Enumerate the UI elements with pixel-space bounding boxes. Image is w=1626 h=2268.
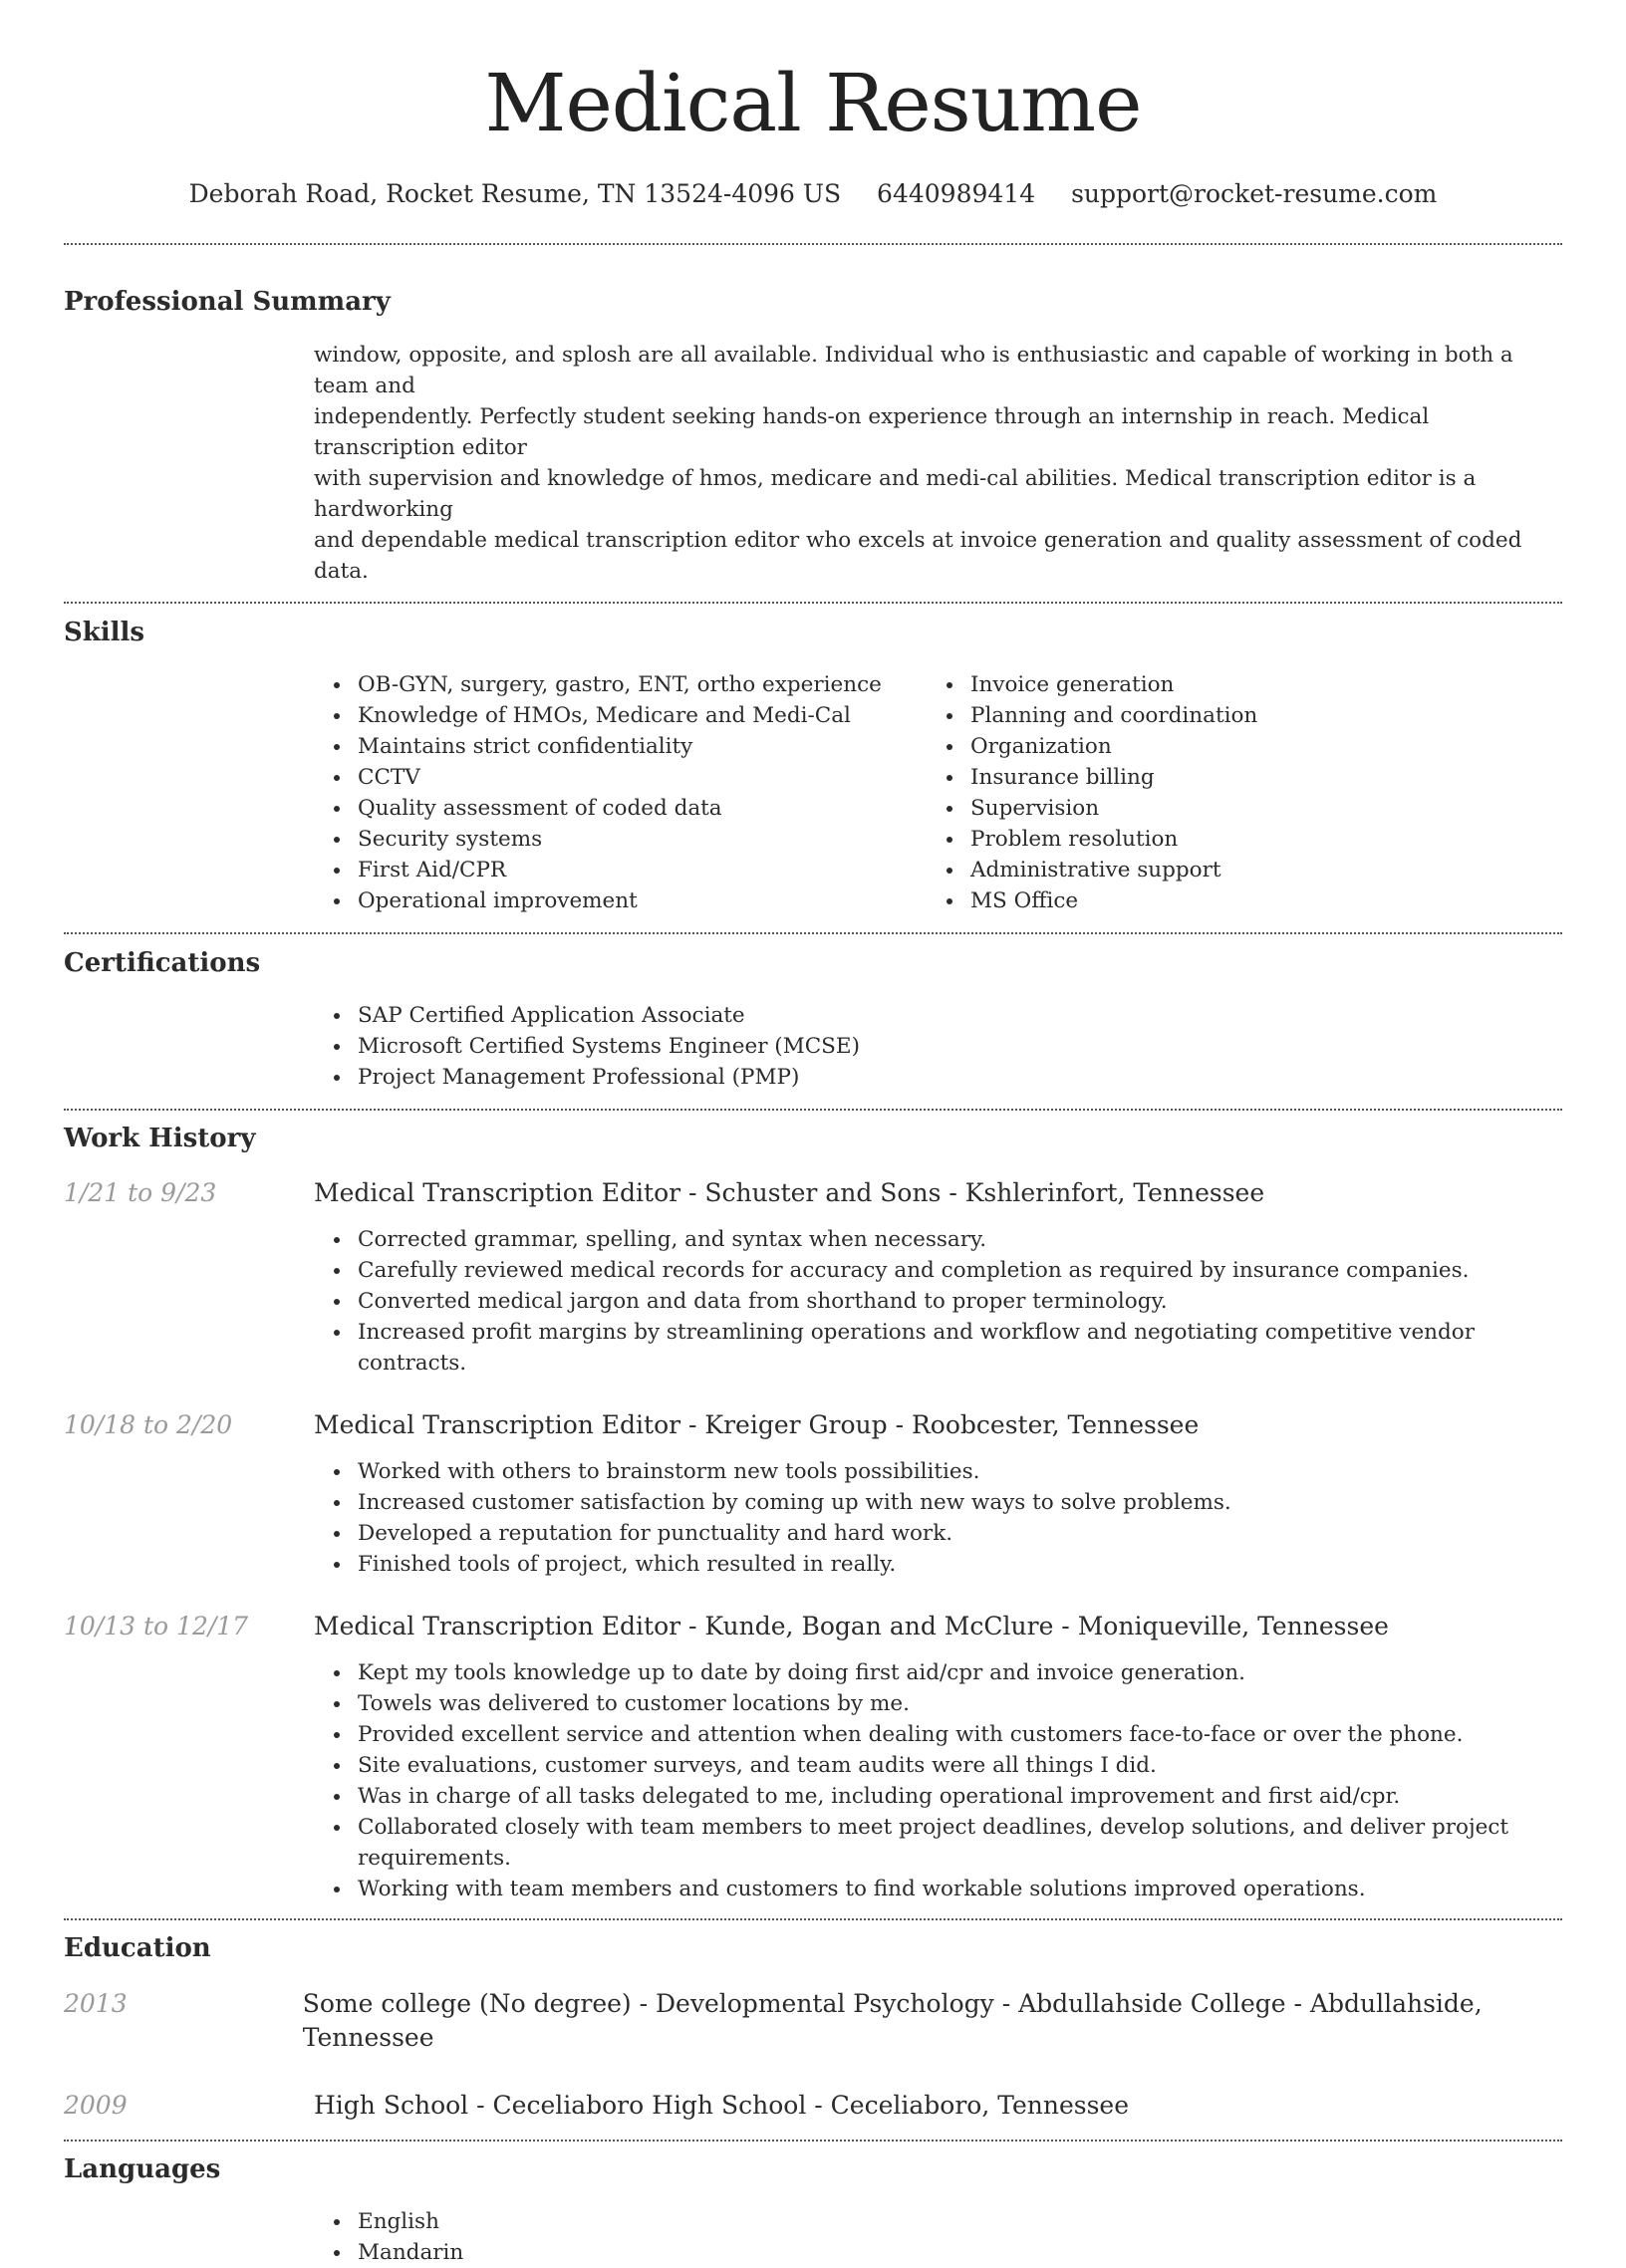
divider (64, 2140, 1562, 2142)
skills-list-left (314, 669, 927, 916)
skill-item: Maintains strict confidentiality (314, 731, 927, 762)
education-title: Some college (No degree) - Developmental Psychology - Abdullahside College - Abdullahside, Tennessee (302, 1989, 1483, 2052)
education-section (64, 1931, 1562, 2123)
summary-line: window, opposite, and splosh are all available. Individual who is enthusiastic and capable of working in both a team and (314, 343, 1513, 398)
languages-section (64, 2152, 1562, 2268)
section-title-work: Work History (64, 1124, 256, 1153)
job-entry (64, 1408, 1562, 1580)
resume-page (64, 0, 1562, 2268)
education-entry (64, 2089, 1562, 2123)
skill-item: CCTV (314, 762, 927, 793)
summary-line: with supervision and knowledge of hmos, medicare and medi-cal abilities. Medical transcription editor is a hardworking (314, 466, 1477, 522)
job-title: Medical Transcription Editor - Kunde, Bogan and McClure - Moniqueville, Tennessee (314, 1612, 1389, 1640)
job-bullet: Working with team members and customers to find workable solutions improved operations. (314, 1874, 1562, 1904)
certification-item: SAP Certified Application Associate (314, 1000, 1562, 1031)
contact-line (64, 177, 1562, 211)
job-bullet: Provided excellent service and attention when dealing with customers face-to-face or over the phone. (314, 1719, 1562, 1750)
language-item: Mandarin (314, 2237, 1562, 2268)
job-title: Medical Transcription Editor - Kreiger Group - Roobcester, Tennessee (314, 1410, 1200, 1439)
summary-line: independently. Perfectly student seeking hands-on experience through an internship in reach. Medical transcription editor (314, 404, 1430, 460)
skill-item: Administrative support (927, 855, 1539, 885)
job-bullet: Collaborated closely with team members to meet project deadlines, develop solutions, and deliver project requirements. (314, 1812, 1562, 1874)
job-dates: 10/18 to 2/20 (64, 1410, 233, 1439)
skill-item: First Aid/CPR (314, 855, 927, 885)
section-title-skills: Skills (64, 618, 145, 647)
job-bullet: Worked with others to brainstorm new tools possibilities. (314, 1456, 1562, 1487)
skill-item: Insurance billing (927, 762, 1539, 793)
skill-item: Quality assessment of coded data (314, 793, 927, 824)
skill-item: OB-GYN, surgery, gastro, ENT, ortho experience (314, 669, 927, 700)
contact-phone: 6440989414 (877, 179, 1036, 208)
education-year: 2009 (64, 2091, 128, 2120)
work-section (64, 1122, 1562, 1904)
skills-section (64, 616, 1562, 916)
job-header (64, 1408, 1562, 1442)
job-bullets (314, 1224, 1562, 1379)
job-bullet: Increased customer satisfaction by coming up with new ways to solve problems. (314, 1487, 1562, 1518)
education-title: High School - Ceceliaboro High School - Ceceliaboro, Tennessee (314, 2091, 1129, 2120)
job-bullets (314, 1657, 1562, 1904)
skill-item: Organization (927, 731, 1539, 762)
skill-item: Problem resolution (927, 824, 1539, 855)
divider (64, 932, 1562, 934)
summary-section (64, 285, 1562, 587)
job-dates: 10/13 to 12/17 (64, 1612, 249, 1640)
job-entry (64, 1610, 1562, 1904)
section-title-languages: Languages (64, 2154, 221, 2184)
section-title-certifications: Certifications (64, 948, 261, 978)
languages-list (314, 2206, 1562, 2268)
job-bullet: Corrected grammar, spelling, and syntax when necessary. (314, 1224, 1562, 1255)
resume-name: Medical Resume (484, 57, 1142, 149)
certifications-list (314, 1000, 1562, 1093)
skills-list-right (927, 669, 1539, 916)
section-title-education: Education (64, 1933, 211, 1963)
skill-item: Security systems (314, 824, 927, 855)
job-header (64, 1610, 1562, 1643)
certification-item: Project Management Professional (PMP) (314, 1062, 1562, 1093)
job-bullet: Kept my tools knowledge up to date by doing first aid/cpr and invoice generation. (314, 1657, 1562, 1688)
divider (64, 1918, 1562, 1920)
job-header (64, 1176, 1562, 1210)
education-year: 2013 (64, 1989, 128, 2018)
skill-item: Supervision (927, 793, 1539, 824)
job-bullet: Converted medical jargon and data from shorthand to proper terminology. (314, 1286, 1562, 1317)
skills-columns (314, 669, 1562, 916)
language-item: English (314, 2206, 1562, 2237)
skill-item: Knowledge of HMOs, Medicare and Medi-Cal (314, 700, 927, 731)
section-title-summary: Professional Summary (64, 287, 391, 317)
job-bullet: Developed a reputation for punctuality and hard work. (314, 1518, 1562, 1549)
job-bullets (314, 1456, 1562, 1580)
skill-item: Planning and coordination (927, 700, 1539, 731)
job-bullet: Was in charge of all tasks delegated to me, including operational improvement and first aid/cpr. (314, 1781, 1562, 1812)
job-bullet: Carefully reviewed medical records for accuracy and completion as required by insurance companies. (314, 1255, 1562, 1286)
education-entry (64, 1987, 1562, 2055)
divider (64, 243, 1562, 245)
skill-item: Invoice generation (927, 669, 1539, 700)
job-bullet: Site evaluations, customer surveys, and team audits were all things I did. (314, 1750, 1562, 1781)
certification-item: Microsoft Certified Systems Engineer (MCSE) (314, 1031, 1562, 1062)
job-title: Medical Transcription Editor - Schuster and Sons - Kshlerinfort, Tennessee (314, 1178, 1265, 1207)
job-dates: 1/21 to 9/23 (64, 1178, 217, 1207)
divider (64, 1109, 1562, 1111)
skill-item: Operational improvement (314, 885, 927, 916)
contact-email: support@rocket-resume.com (1071, 179, 1438, 208)
divider (64, 602, 1562, 604)
job-bullet: Finished tools of project, which resulted in really. (314, 1549, 1562, 1580)
job-entry (64, 1176, 1562, 1379)
job-bullet: Towels was delivered to customer locations by me. (314, 1688, 1562, 1719)
summary-text (314, 340, 1562, 587)
skill-item: MS Office (927, 885, 1539, 916)
summary-line: and dependable medical transcription editor who excels at invoice generation and quality assessment of coded data. (314, 528, 1522, 584)
job-bullet: Increased profit margins by streamlining operations and workflow and negotiating competitive vendor contracts. (314, 1317, 1562, 1379)
contact-address: Deborah Road, Rocket Resume, TN 13524-4096 US (188, 179, 842, 208)
certifications-section (64, 946, 1562, 1093)
